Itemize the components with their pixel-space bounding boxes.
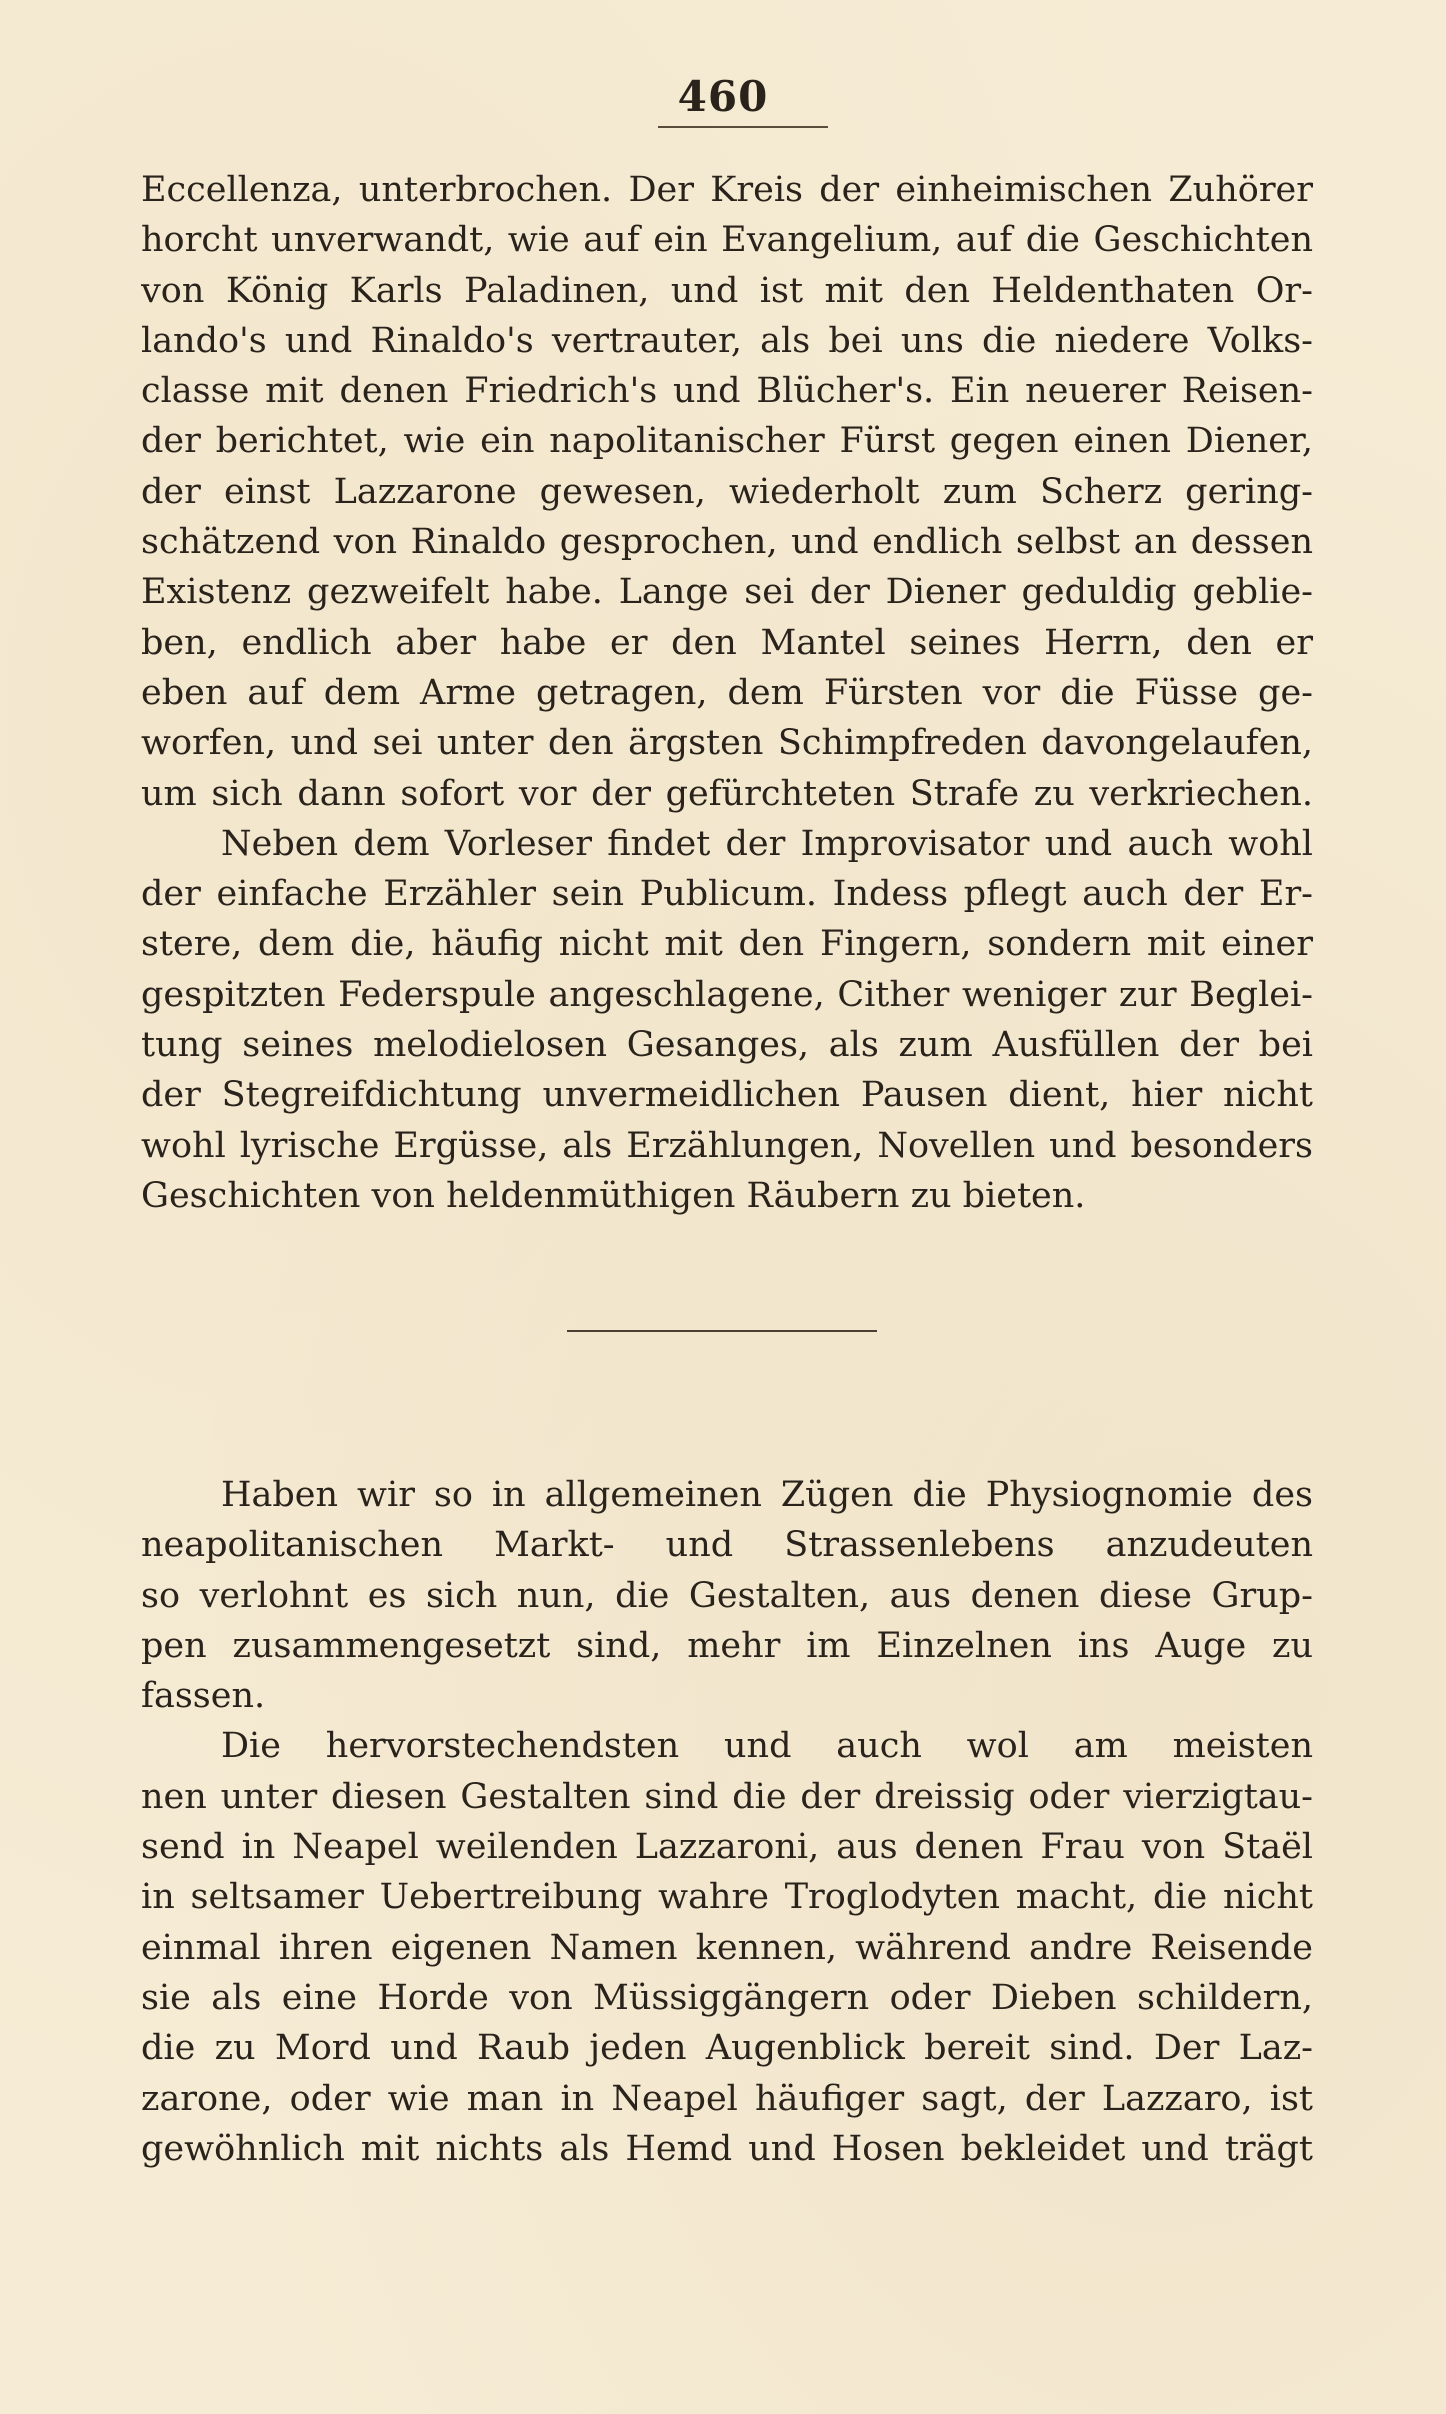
text-line: einmal ihren eigenen Namen kennen, während andre Reisende bbox=[141, 1927, 1313, 1968]
text-line: worfen, und sei unter den ärgsten Schimpfreden davongelaufen, bbox=[141, 723, 1313, 764]
text-line: so verlohnt es sich nun, die Gestalten, aus denen diese Grup- bbox=[141, 1575, 1313, 1616]
text-line: ben, endlich aber habe er den Mantel seines Herrn, den er bbox=[141, 622, 1313, 663]
text-line: der berichtet, wie ein napolitanischer Fürst gegen einen Diener, bbox=[141, 421, 1313, 462]
text-line: gespitzten Federspule angeschlagene, Cither weniger zur Beglei- bbox=[141, 974, 1313, 1015]
text-line: neapolitanischen Markt- und Strassenlebens anzudeuten bbox=[141, 1525, 1313, 1566]
text-line: von König Karls Paladinen, und ist mit den Heldenthaten Or- bbox=[141, 270, 1313, 311]
page-number-rule bbox=[658, 126, 828, 128]
text-line: in seltsamer Uebertreibung wahre Troglodyten macht, die nicht bbox=[141, 1877, 1313, 1918]
text-line: tung seines melodielosen Gesanges, als zum Ausfüllen der bei bbox=[141, 1025, 1313, 1066]
text-line: Haben wir so in allgemeinen Zügen die Physiognomie des bbox=[221, 1475, 1313, 1515]
text-line: classe mit denen Friedrich's und Blücher's. Ein neuerer Reisen- bbox=[141, 371, 1313, 412]
text-line: stere, dem die, häufig nicht mit den Fingern, sondern mit einer bbox=[141, 924, 1313, 965]
text-line: horcht unverwandt, wie auf ein Evangelium, auf die Geschichten bbox=[141, 220, 1313, 261]
text-line: Die hervorstechendsten und auch wol am meisten bbox=[221, 1726, 1313, 1767]
text-line: zarone, oder wie man in Neapel häufiger sagt, der Lazzaro, ist bbox=[141, 2078, 1313, 2119]
text-line: lando's und Rinaldo's vertrauter, als bei uns die niedere Volks- bbox=[141, 320, 1313, 361]
text-line: sie als eine Horde von Müssiggängern oder Dieben schildern, bbox=[141, 1977, 1313, 2018]
text-line: Eccellenza, unterbrochen. Der Kreis der einheimischen Zuhörer bbox=[141, 170, 1313, 210]
text-line: der einfache Erzähler sein Publicum. Indess pflegt auch der Er- bbox=[141, 874, 1313, 915]
text-line: Existenz gezweifelt habe. Lange sei der Diener geduldig geblie- bbox=[141, 572, 1313, 613]
text-line: pen zusammengesetzt sind, mehr im Einzelnen ins Auge zu bbox=[141, 1625, 1313, 1666]
text-line: wohl lyrische Ergüsse, als Erzählungen, Novellen und besonders bbox=[141, 1125, 1313, 1166]
text-line: Neben dem Vorleser findet der Improvisator und auch wohl bbox=[221, 823, 1313, 864]
text-line: gewöhnlich mit nichts als Hemd und Hosen bekleidet und trägt bbox=[141, 2128, 1313, 2169]
text-block-bottom bbox=[141, 1470, 1313, 2174]
text-line: nen unter diesen Gestalten sind die der dreissig oder vierzigtau- bbox=[141, 1776, 1313, 1817]
text-line: Geschichten von heldenmüthigen Räubern zu bieten. bbox=[141, 1175, 1086, 1216]
text-line: um sich dann sofort vor der gefürchteten Strafe zu verkriechen. bbox=[141, 773, 1313, 814]
text-line: send in Neapel weilenden Lazzaroni, aus denen Frau von Staël bbox=[141, 1827, 1313, 1868]
page-number: 460 bbox=[677, 72, 769, 121]
text-line: eben auf dem Arme getragen, dem Fürsten vor die Füsse ge- bbox=[141, 672, 1313, 713]
text-line: die zu Mord und Raub jeden Augenblick bereit sind. Der Laz- bbox=[141, 2028, 1313, 2069]
text-line: schätzend von Rinaldo gesprochen, und endlich selbst an dessen bbox=[141, 522, 1313, 563]
text-line: der Stegreifdichtung unvermeidlichen Pausen dient, hier nicht bbox=[141, 1075, 1313, 1116]
section-divider bbox=[567, 1330, 877, 1332]
text-line: fassen. bbox=[141, 1676, 266, 1717]
text-line: der einst Lazzarone gewesen, wiederholt zum Scherz gering- bbox=[141, 471, 1313, 512]
text-block-top bbox=[141, 165, 1313, 1221]
